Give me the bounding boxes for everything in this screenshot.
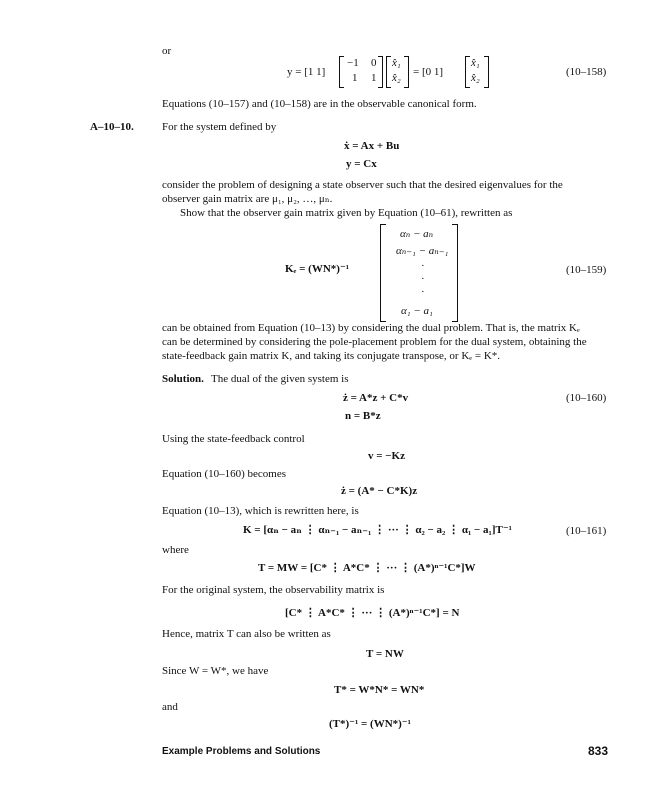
eq161: K = [αₙ − aₙ ⋮ αₙ₋₁ − aₙ₋₁ ⋮ ··· ⋮ α₂ − a₂ ⋮ α₁ − a₁]T⁻¹ bbox=[243, 524, 512, 536]
control-eq: v = −Kz bbox=[368, 450, 405, 462]
canonical-text: Equations (10–157) and (10–158) are in the observable canonical form. bbox=[162, 98, 477, 110]
solution-label: Solution. bbox=[162, 373, 204, 385]
para-3a: can be obtained from Equation (10–13) by considering the dual problem. That is, the matrix Kₑ bbox=[162, 322, 580, 334]
eq158-v4: x̂₂ bbox=[471, 72, 480, 84]
t-star-eq: T* = W*N* = WN* bbox=[334, 684, 425, 696]
eq158-v1: x̂₁ bbox=[392, 57, 401, 69]
becomes-text: Equation (10–160) becomes bbox=[162, 468, 287, 480]
ke-dot-2: · bbox=[421, 273, 425, 285]
becomes-eq: ż = (A* − C*K)z bbox=[341, 485, 418, 497]
rewritten-text: Equation (10–13), which is rewritten here, is bbox=[162, 505, 359, 517]
eq158-lhs: y = [1 1] bbox=[287, 66, 326, 78]
para-1a: consider the problem of designing a state observer such that the desired eigenvalues for the bbox=[162, 179, 563, 191]
inverse-eq: (T*)⁻¹ = (WN*)⁻¹ bbox=[329, 718, 411, 730]
eq161-number: (10–161) bbox=[566, 525, 607, 537]
and-text: and bbox=[162, 701, 178, 713]
eq158-mid: = [0 1] bbox=[413, 66, 444, 78]
eq158-m21: 1 bbox=[352, 72, 358, 84]
ke-lhs: Kₑ = (WN*)⁻¹ bbox=[285, 263, 350, 275]
system-eq-2: y = Cx bbox=[346, 158, 377, 170]
eq159-number: (10–159) bbox=[566, 264, 607, 276]
page-number: 833 bbox=[588, 744, 609, 758]
ke-dot-1: · bbox=[421, 260, 425, 272]
para-2: Show that the observer gain matrix given by Equation (10–61), rewritten as bbox=[180, 207, 513, 219]
ke-row-2: αₙ₋₁ − aₙ₋₁ bbox=[396, 245, 449, 257]
eq158-v3: x̂₁ bbox=[471, 57, 480, 69]
hence-text: Hence, matrix T can also be written as bbox=[162, 628, 331, 640]
ke-row-n: α₁ − a₁ bbox=[401, 305, 433, 317]
problem-label: A–10–10. bbox=[90, 121, 134, 133]
para-3c: state-feedback gain matrix K, and taking its conjugate transpose, or Kₑ = K*. bbox=[162, 350, 501, 362]
eq158-m22: 1 bbox=[371, 72, 377, 84]
since-text: Since W = W*, we have bbox=[162, 665, 269, 677]
system-eq-1: ẋ = Ax + Bu bbox=[344, 140, 400, 152]
t-eq: T = MW = [C* ⋮ A*C* ⋮ ··· ⋮ (A*)ⁿ⁻¹C*]W bbox=[258, 562, 476, 574]
eq158-m11: −1 bbox=[347, 57, 359, 69]
para-3b: can be determined by considering the pole-placement problem for the dual system, obtaining the bbox=[162, 336, 587, 348]
eq160-b: n = B*z bbox=[345, 410, 381, 422]
original-text: For the original system, the observability matrix is bbox=[162, 584, 385, 596]
observability-eq: [C* ⋮ A*C* ⋮ ··· ⋮ (A*)ⁿ⁻¹C*] = N bbox=[285, 607, 460, 619]
or-text: or bbox=[162, 45, 172, 57]
eq160-a: ż = A*z + C*v bbox=[343, 392, 409, 404]
solution-intro: The dual of the given system is bbox=[211, 373, 349, 385]
eq158-v2: x̂₂ bbox=[392, 72, 401, 84]
eq158-number: (10–158) bbox=[566, 66, 607, 78]
para-1b: observer gain matrix are μ₁, μ₂, …, μₙ. bbox=[162, 193, 333, 205]
t-nw-eq: T = NW bbox=[366, 648, 404, 660]
eq158-m12: 0 bbox=[371, 57, 377, 69]
control-text: Using the state-feedback control bbox=[162, 433, 305, 445]
problem-intro: For the system defined by bbox=[162, 121, 277, 133]
where-text: where bbox=[162, 544, 189, 556]
ke-dot-3: · bbox=[421, 286, 425, 298]
ke-row-1: αₙ − aₙ bbox=[400, 228, 434, 240]
eq160-number: (10–160) bbox=[566, 392, 607, 404]
footer-title: Example Problems and Solutions bbox=[162, 746, 321, 757]
